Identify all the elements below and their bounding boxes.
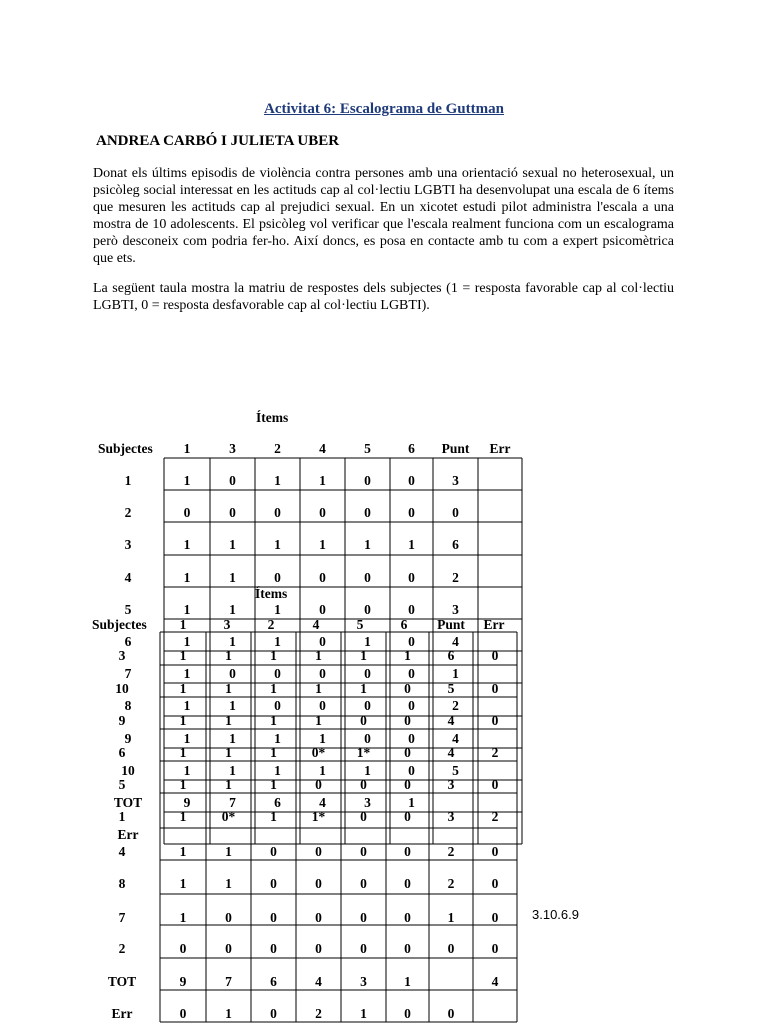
- table-cell: 0: [319, 602, 326, 617]
- table-cell: 1: [364, 634, 371, 649]
- subject-label: 9: [118, 713, 126, 728]
- table-cell: 0: [319, 666, 326, 681]
- table-cell: 0: [360, 844, 367, 859]
- table-cell: 0: [364, 505, 371, 520]
- subject-label: 4: [118, 844, 126, 859]
- table-cell: 0: [364, 570, 371, 585]
- table-cell: 1: [315, 681, 322, 696]
- table-cell: 0: [360, 941, 367, 956]
- table-cell: 1: [229, 537, 236, 552]
- column-header: 3: [223, 617, 231, 632]
- table-cell: 1: [225, 681, 232, 696]
- table-cell: 0: [319, 570, 326, 585]
- column-header: Err: [489, 441, 511, 456]
- table-cell: 3: [364, 795, 371, 810]
- table-cell: 1*: [356, 745, 371, 760]
- table-cell: 1: [270, 713, 277, 728]
- subject-label: 3: [118, 648, 126, 663]
- column-header: 1: [179, 617, 187, 632]
- table-cell: 0: [270, 1006, 277, 1021]
- table-cell: 1: [270, 648, 277, 663]
- table-cell: 0: [274, 505, 281, 520]
- table-cell: 0: [315, 876, 322, 891]
- table-cell: 1: [270, 809, 277, 824]
- column-header: Err: [483, 617, 505, 632]
- table-cell: 1: [274, 473, 281, 488]
- column-header: 2: [274, 441, 281, 456]
- subject-label: 1: [118, 809, 126, 824]
- table-cell: 0: [360, 876, 367, 891]
- table-cell: 0: [404, 809, 411, 824]
- table-cell: 0: [447, 1006, 455, 1021]
- column-header: Punt: [441, 441, 470, 456]
- table-cell: 0: [491, 910, 499, 925]
- authors: ANDREA CARBÓ I JULIETA UBER: [96, 133, 340, 149]
- table-cell: 0: [404, 910, 411, 925]
- subject-label: 3: [124, 537, 132, 552]
- table-cell: 0: [319, 505, 326, 520]
- table-cell: 0: [274, 698, 281, 713]
- table-cell: 1: [179, 745, 187, 760]
- column-header: 3: [229, 441, 236, 456]
- table-cell: 1: [183, 763, 191, 778]
- table-cell: 2: [452, 698, 459, 713]
- table-cell: 3: [447, 809, 455, 824]
- table-cell: 0: [179, 1006, 187, 1021]
- subject-label: 2: [124, 505, 132, 520]
- subject-label: 9: [124, 731, 132, 746]
- table-cell: 0: [491, 844, 499, 859]
- table-cell: 0: [491, 681, 499, 696]
- table-cell: 1: [225, 713, 232, 728]
- table-cell: 1: [229, 570, 236, 585]
- table-cell: 0: [364, 666, 371, 681]
- table-cell: 0: [360, 910, 367, 925]
- table-cell: 1: [183, 570, 191, 585]
- table-cell: 1: [183, 602, 191, 617]
- table-cell: 0*: [311, 745, 326, 760]
- table-cell: 1: [229, 763, 236, 778]
- table-cell: 1: [225, 844, 232, 859]
- table-cell: 0: [404, 941, 411, 956]
- table-cell: 7: [229, 795, 236, 810]
- table-cell: 0: [225, 910, 232, 925]
- table-cell: 3: [452, 473, 459, 488]
- table-cell: 0: [319, 698, 326, 713]
- table-cell: 0: [408, 666, 415, 681]
- table-cell: 1: [319, 473, 326, 488]
- subject-label: 7: [124, 666, 132, 681]
- table-cell: 1: [270, 777, 277, 792]
- table-cell: 1: [225, 745, 232, 760]
- subject-label: 6: [124, 634, 132, 649]
- table-cell: 1: [183, 666, 191, 681]
- column-header: Punt: [437, 617, 465, 632]
- table-cell: 1: [447, 910, 455, 925]
- table-cell: 0: [364, 602, 371, 617]
- table-cell: 2: [452, 570, 459, 585]
- items-heading: Ítems: [256, 410, 289, 425]
- subject-label: 8: [124, 698, 132, 713]
- table-cell: 0: [491, 713, 499, 728]
- table-cell: 2: [315, 1006, 322, 1021]
- table-cell: 0: [360, 777, 367, 792]
- table-cell: 0: [315, 941, 322, 956]
- side-note: 3.10.6.9: [532, 907, 579, 922]
- table-cell: 0: [408, 473, 415, 488]
- table-cell: 0: [319, 634, 326, 649]
- table-cell: 4: [319, 795, 326, 810]
- table-cell: 0: [229, 505, 236, 520]
- document-title: Activitat 6: Escalograma de Guttman: [264, 101, 504, 117]
- table-cell: 1: [179, 910, 187, 925]
- subjects-column-header: Subjectes: [98, 441, 153, 456]
- table-cell: 1: [319, 537, 326, 552]
- table-cell: 0: [274, 666, 281, 681]
- table-cell: 1: [229, 731, 236, 746]
- table-cell: 0: [408, 698, 415, 713]
- subject-label: 5: [118, 777, 126, 792]
- table-cell: 4: [315, 974, 322, 989]
- table-cell: 0: [270, 941, 277, 956]
- subject-label: 10: [121, 763, 135, 778]
- table-cell: 0: [491, 648, 499, 663]
- table-cell: 0: [360, 809, 367, 824]
- table-cell: 3: [447, 777, 455, 792]
- table-cell: 0: [408, 602, 415, 617]
- table-cell: 1: [179, 809, 187, 824]
- table-cell: 1: [183, 731, 191, 746]
- table-cell: 1: [229, 634, 236, 649]
- table-cell: 0: [364, 698, 371, 713]
- subject-label: 8: [118, 876, 126, 891]
- table-cell: 0: [364, 731, 371, 746]
- table-cell: 0: [491, 941, 499, 956]
- table-cell: 1: [404, 648, 411, 663]
- table-cell: 1: [179, 681, 187, 696]
- table-cell: 1: [364, 763, 371, 778]
- table-cell: 0: [270, 844, 277, 859]
- table-cell: 4: [447, 745, 455, 760]
- table-cell: 4: [452, 634, 459, 649]
- table-cell: 0: [452, 505, 459, 520]
- table-cell: 0: [491, 876, 499, 891]
- table-cell: 0: [225, 941, 232, 956]
- intro-paragraph: Donat els últims episodis de violència contra persones amb una orientació sexual no heterosexual, un psicòleg social interessat en les actituds cap al col·lectiu LGBTI ha desenvolupat una escala de 6 ítems que mesuren les actituds cap al prejudici sexual. En un xicotet estudi pilot administra l'escala a una mostra de 10 adolescents. El psicòleg vol verificar que l'escala realment funciona com un escalograma però desconeix com podria fer-ho. Així doncs, es posa en contacte amb tu com a expert psicomètrica que ets.: [93, 166, 674, 266]
- table-cell: 1: [179, 844, 187, 859]
- table-cell: 0: [404, 777, 411, 792]
- table-cell: 0: [404, 844, 411, 859]
- table-cell: 6: [452, 537, 459, 552]
- table-cell: 0: [404, 1006, 411, 1021]
- table-cell: 1: [225, 1006, 232, 1021]
- table-cell: 2: [447, 876, 455, 891]
- table-cell: 4: [447, 713, 455, 728]
- column-header: 4: [312, 617, 320, 632]
- table-cell: 1: [225, 777, 232, 792]
- table-cell: 0: [229, 473, 236, 488]
- table-cell: 0: [447, 941, 455, 956]
- table-cell: 1: [179, 713, 187, 728]
- table-cell: 1: [404, 974, 411, 989]
- subject-label: 7: [118, 910, 126, 925]
- table-cell: 1: [408, 537, 415, 552]
- table-cell: 1: [408, 795, 415, 810]
- table-cell: 0: [408, 634, 415, 649]
- table-cell: 1: [183, 473, 191, 488]
- table-cell: 1: [179, 777, 187, 792]
- table-cell: 6: [274, 795, 281, 810]
- table-cell: 0: [315, 910, 322, 925]
- table-cell: 0: [229, 666, 236, 681]
- subject-label: TOT: [107, 974, 137, 989]
- table-cell: 6: [447, 648, 455, 663]
- column-header: 2: [267, 617, 275, 632]
- subject-label: 6: [118, 745, 126, 760]
- table-cell: 0: [274, 570, 281, 585]
- table-cell: 0: [404, 681, 411, 696]
- table-cell: 1: [179, 876, 187, 891]
- table-cell: 0: [408, 731, 415, 746]
- table-cell: 1: [225, 648, 232, 663]
- table-cell: 0: [179, 941, 187, 956]
- subject-label: 5: [124, 602, 132, 617]
- table-cell: 9: [183, 795, 191, 810]
- table-cell: 1: [360, 681, 367, 696]
- table-cell: 0: [270, 876, 277, 891]
- table-cell: 5: [447, 681, 455, 696]
- items-heading: Ítems: [255, 586, 288, 601]
- table-cell: 0: [408, 505, 415, 520]
- table-cell: 1*: [311, 809, 326, 824]
- column-header: 6: [408, 441, 415, 456]
- table-cell: 0: [408, 570, 415, 585]
- table-cell: 0: [491, 777, 499, 792]
- table-cell: 0: [404, 713, 411, 728]
- subject-label: Err: [117, 827, 139, 842]
- table-cell: 0: [408, 763, 415, 778]
- table-cell: 2: [491, 809, 499, 824]
- column-header: 5: [356, 617, 364, 632]
- subject-label: TOT: [113, 795, 143, 810]
- table-cell: 1: [225, 876, 232, 891]
- subjects-column-header: Subjectes: [92, 617, 147, 632]
- table-cell: 1: [319, 731, 326, 746]
- table-cell: 1: [452, 666, 459, 681]
- subject-label: 1: [124, 473, 132, 488]
- column-header: 5: [364, 441, 371, 456]
- table-cell: 1: [270, 681, 277, 696]
- table-cell: 1: [183, 698, 191, 713]
- table-cell: 1: [315, 713, 322, 728]
- table-cell: 1: [183, 537, 191, 552]
- table-cell: 4: [491, 974, 499, 989]
- table-cell: 1: [274, 731, 281, 746]
- table-cell: 0: [270, 910, 277, 925]
- table-cell: 1: [364, 537, 371, 552]
- table-cell: 4: [452, 731, 459, 746]
- table-cell: 0: [315, 777, 322, 792]
- table-cell: 0: [315, 844, 322, 859]
- table-cell: 1: [274, 634, 281, 649]
- subject-label: 4: [124, 570, 132, 585]
- table-cell: 3: [360, 974, 367, 989]
- table-cell: 0: [404, 745, 411, 760]
- table-cell: 0: [364, 473, 371, 488]
- table-cell: 1: [229, 698, 236, 713]
- table-cell: 1: [274, 763, 281, 778]
- table-cell: 3: [452, 602, 459, 617]
- column-header: 6: [400, 617, 408, 632]
- table-cell: 2: [447, 844, 455, 859]
- table-cell: 1: [229, 602, 236, 617]
- column-header: 4: [319, 441, 326, 456]
- table-cell: 1: [315, 648, 322, 663]
- column-header: 1: [183, 441, 191, 456]
- table-cell: 6: [270, 974, 277, 989]
- table-cell: 9: [179, 974, 187, 989]
- table-cell: 1: [274, 537, 281, 552]
- table-cell: 5: [452, 763, 459, 778]
- table-cell: 0: [183, 505, 191, 520]
- table-cell: 0: [360, 713, 367, 728]
- table-cell: 1: [183, 634, 191, 649]
- table-cell: 1: [360, 648, 367, 663]
- table-cell: 1: [270, 745, 277, 760]
- subject-label: 2: [118, 941, 126, 956]
- subject-label: 10: [115, 681, 129, 696]
- table-cell: 1: [274, 602, 281, 617]
- table-cell: 0: [404, 876, 411, 891]
- table-cell: 2: [491, 745, 499, 760]
- table-cell: 7: [225, 974, 232, 989]
- subject-label: Err: [111, 1006, 133, 1021]
- instructions-paragraph: La següent taula mostra la matriu de respostes dels subjectes (1 = resposta favorable cap al col·lectiu LGBTI, 0 = resposta desfavorable cap al col·lectiu LGBTI).: [93, 281, 674, 313]
- table-cell: 1: [179, 648, 187, 663]
- table-cell: 0*: [221, 809, 236, 824]
- table-cell: 1: [319, 763, 326, 778]
- table-cell: 1: [360, 1006, 367, 1021]
